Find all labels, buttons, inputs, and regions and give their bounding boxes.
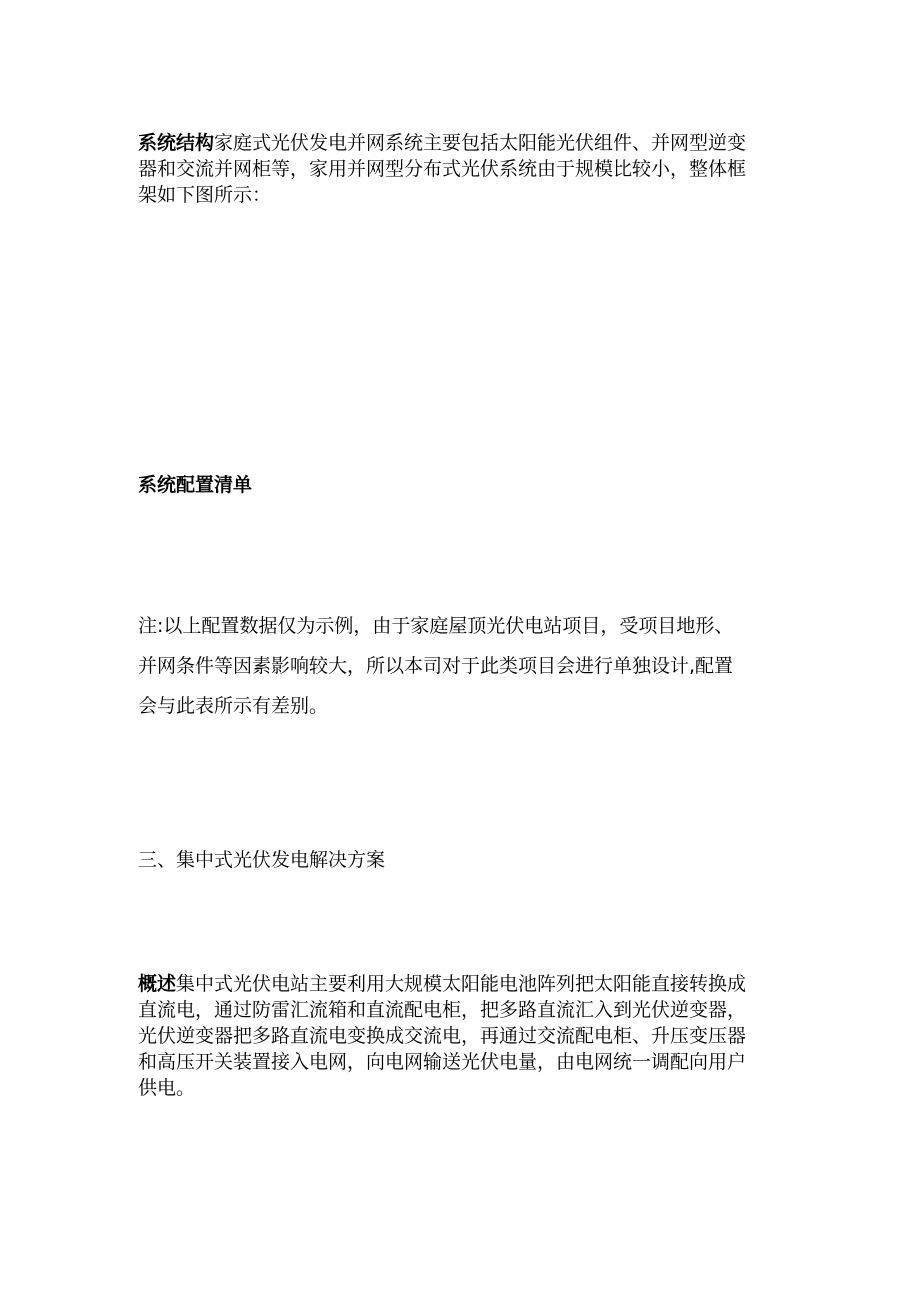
overview-paragraph — [138, 971, 788, 1101]
note-line: 会与此表所示有差别。 — [138, 695, 329, 717]
note-paragraph — [138, 606, 788, 726]
system-structure-text: 家庭式光伏发电并网系统主要包括太阳能光伏组件、并网型逆变 — [214, 132, 747, 154]
overview-lead: 概述 — [138, 973, 177, 995]
note-line: 注:以上配置数据仅为示例，由于家庭屋顶光伏电站项目，受项目地形、 — [138, 615, 734, 637]
overview-text: 集中式光伏电站主要利用大规模太阳能电池阵列把太阳能直接转换成 — [176, 973, 747, 995]
paragraph-line: 供电。 — [138, 1077, 196, 1099]
paragraph-line: 直流电，通过防雷汇流箱和直流配电柜，把多路直流汇入到光伏逆变器， — [138, 999, 747, 1021]
centralized-solution-heading: 三、集中式光伏发电解决方案 — [138, 849, 386, 871]
config-list-heading: 系统配置清单 — [138, 474, 253, 496]
paragraph-line: 架如下图所示： — [138, 184, 272, 206]
paragraph-line — [138, 971, 788, 997]
paragraph-line: 和高压开关装置接入电网，向电网输送光伏电量，由电网统一调配向用户 — [138, 1051, 747, 1073]
paragraph-line: 光伏逆变器把多路直流电变换成交流电，再通过交流配电柜、升压变压器 — [138, 1025, 747, 1047]
note-line: 并网条件等因素影响较大，所以本司对于此类项目会进行单独设计,配置 — [138, 655, 734, 677]
paragraph-line — [138, 130, 788, 156]
paragraph-line: 器和交流并网柜等，家用并网型分布式光伏系统由于规模比较小，整体框 — [138, 158, 747, 180]
system-structure-lead: 系统结构 — [138, 132, 215, 154]
system-structure-paragraph — [138, 130, 788, 208]
